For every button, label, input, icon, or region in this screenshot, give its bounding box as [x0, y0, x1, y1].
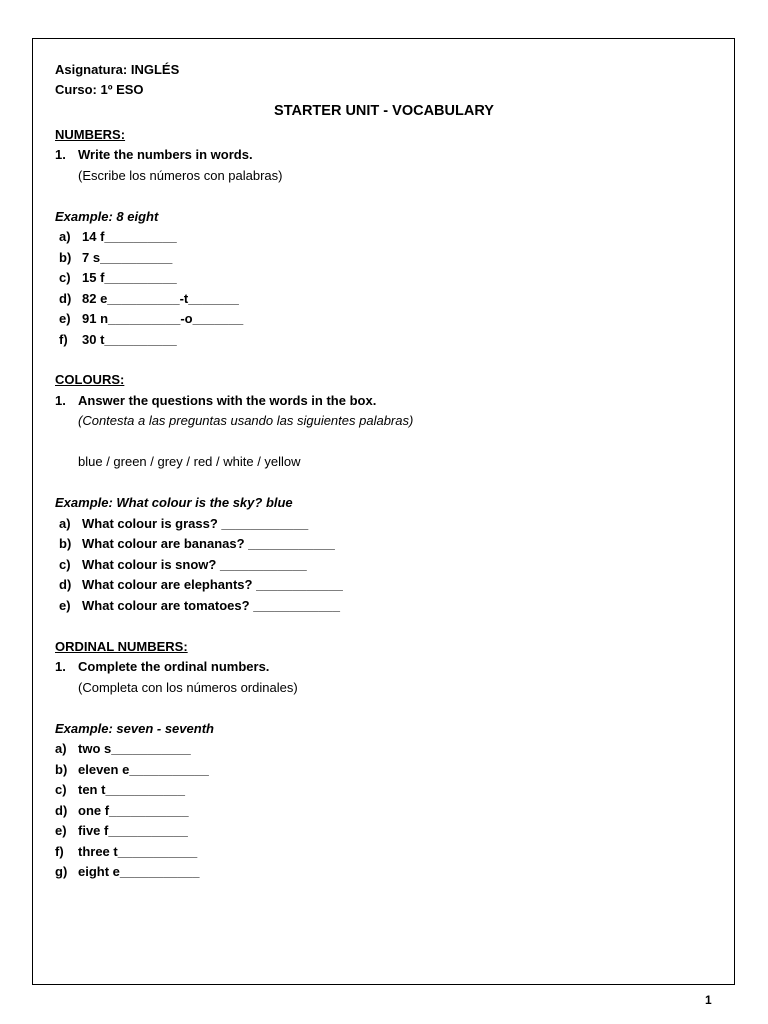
list-item	[59, 270, 177, 286]
colours-task-es: (Contesta a las preguntas usando las siguientes palabras)	[78, 413, 414, 428]
numbers-task-es: (Escribe los números con palabras)	[78, 168, 283, 183]
task-number: 1.	[55, 147, 66, 162]
item-label: a)	[55, 741, 67, 756]
item-label: e)	[59, 598, 71, 613]
item-text: What colour are tomatoes? ____________	[82, 598, 340, 613]
item-text: eight e___________	[78, 864, 200, 879]
item-text: 91 n__________-o_______	[82, 311, 244, 326]
item-label: d)	[55, 803, 68, 818]
task-text: Write the numbers in words.	[78, 147, 253, 162]
item-label: b)	[59, 250, 72, 265]
item-text: ten t___________	[78, 782, 185, 797]
colours-example: Example: What colour is the sky? blue	[55, 495, 293, 510]
item-label: f)	[59, 332, 68, 347]
list-item	[55, 762, 209, 778]
course-label: Curso: 1º ESO	[55, 82, 144, 97]
item-label: g)	[55, 864, 68, 879]
list-item	[59, 557, 307, 573]
list-item	[59, 332, 177, 348]
item-text: 30 t__________	[82, 332, 177, 347]
page-title: STARTER UNIT - VOCABULARY	[274, 103, 494, 119]
item-text: 7 s__________	[82, 250, 173, 265]
list-item	[55, 741, 191, 757]
item-text: What colour are elephants? ____________	[82, 577, 343, 592]
list-item	[59, 311, 243, 327]
page-number: 1	[705, 993, 712, 1007]
item-label: a)	[59, 516, 71, 531]
item-text: 15 f__________	[82, 270, 177, 285]
item-label: d)	[59, 291, 72, 306]
subject-label: Asignatura: INGLÉS	[55, 62, 180, 77]
item-label: a)	[59, 229, 71, 244]
item-text: What colour are bananas? ____________	[82, 536, 335, 551]
item-text: What colour is grass? ____________	[82, 516, 309, 531]
item-label: e)	[55, 823, 67, 838]
item-label: f)	[55, 844, 64, 859]
list-item	[55, 823, 188, 839]
numbers-task	[55, 147, 253, 163]
task-number: 1.	[55, 393, 66, 408]
list-item	[55, 864, 199, 880]
numbers-example: Example: 8 eight	[55, 209, 159, 224]
ordinals-task-es: (Completa con los números ordinales)	[78, 680, 298, 695]
list-item	[59, 250, 172, 266]
list-item	[59, 516, 308, 532]
item-text: two s___________	[78, 741, 191, 756]
list-item	[59, 229, 177, 245]
item-text: five f___________	[78, 823, 188, 838]
ordinals-example: Example: seven - seventh	[55, 721, 214, 736]
item-text: 14 f__________	[82, 229, 177, 244]
item-label: e)	[59, 311, 71, 326]
list-item	[59, 291, 239, 307]
ordinals-heading: ORDINAL NUMBERS:	[55, 639, 188, 654]
task-text: Complete the ordinal numbers.	[78, 659, 270, 674]
ordinals-task	[55, 659, 269, 675]
list-item	[55, 782, 185, 798]
numbers-heading: NUMBERS:	[55, 127, 126, 142]
item-text: one f___________	[78, 803, 189, 818]
item-label: b)	[59, 536, 72, 551]
item-label: b)	[55, 762, 68, 777]
item-text: three t___________	[78, 844, 198, 859]
task-text: Answer the questions with the words in the box.	[78, 393, 377, 408]
item-label: d)	[59, 577, 72, 592]
item-label: c)	[59, 270, 71, 285]
list-item	[59, 536, 335, 552]
colours-task	[55, 393, 376, 409]
item-label: c)	[59, 557, 71, 572]
item-label: c)	[55, 782, 67, 797]
colours-word-box: blue / green / grey / red / white / yellow	[78, 454, 301, 469]
item-text: What colour is snow? ____________	[82, 557, 307, 572]
item-text: eleven e___________	[78, 762, 209, 777]
task-number: 1.	[55, 659, 66, 674]
list-item	[59, 577, 343, 593]
list-item	[59, 598, 340, 614]
item-text: 82 e__________-t_______	[82, 291, 239, 306]
list-item	[55, 803, 189, 819]
colours-heading: COLOURS:	[55, 372, 125, 387]
list-item	[55, 844, 197, 860]
